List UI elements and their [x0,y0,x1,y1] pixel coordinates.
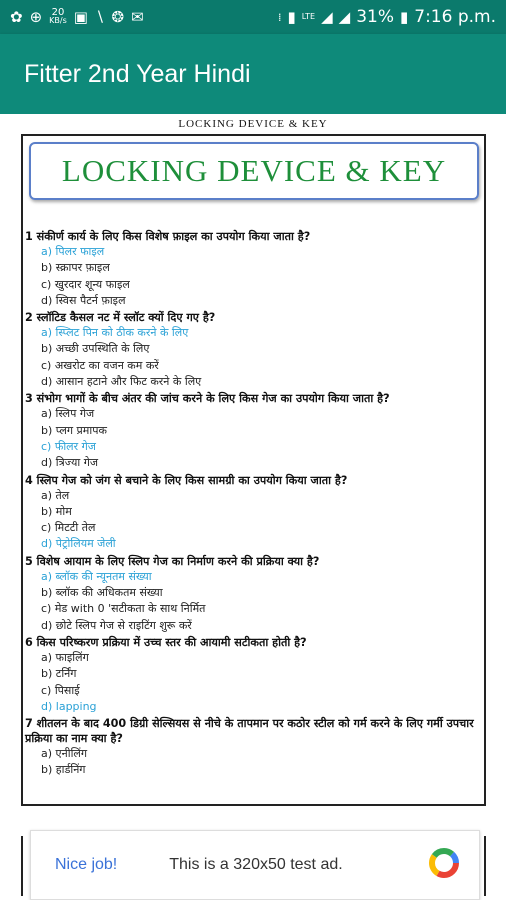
correct-option: a) पिलर फाइल [41,245,105,258]
document-header: LOCKING DEVICE & KEY [178,118,328,130]
clock: 7:16 p.m. [414,7,496,27]
title-banner [29,142,479,200]
correct-option: d) lapping [41,699,97,713]
image-icon: ▣ [73,7,88,26]
answer-option: b) अच्छी उपस्थिति के लिए [41,342,150,356]
signal-2-icon: ◢ [338,7,351,26]
page-edge-left [21,836,23,896]
app-bar [0,34,506,114]
correct-option: a) स्प्लिट पिन को ठीक करने के लिए [41,326,189,340]
app-title: Fitter 2nd Year Hindi [24,59,251,88]
banner-title: LOCKING DEVICE & KEY [61,153,447,188]
network-speed [49,9,67,25]
answer-option: c) खुरदार शून्य फाइल [41,277,130,291]
answer-option: b) ब्लॉक की अधिकतम संख्या [41,586,163,600]
correct-option: a) ब्लॉक की न्यूनतम संख्या [41,569,152,583]
document-view[interactable] [0,114,506,900]
document-page [21,134,486,806]
question-text: 5 विशेष आयाम के लिए स्लिप गेज का निर्माण करने की प्रक्रिया क्या है? [25,554,320,568]
sync-icon: ❂ [111,7,125,26]
ad-message: This is a 320x50 test ad. [169,856,343,873]
battery-icon: ▮ [399,7,409,26]
answer-option: c) मेड with 0 'सटीकता के साथ निर्मित [41,602,206,616]
google-meet-icon: ✿ [10,7,23,26]
answer-option: b) टर्निंग [41,667,77,681]
answer-option: c) पिसाई [41,683,80,697]
slash-icon: ∖ [94,7,105,26]
answer-option: b) मोम [41,504,72,518]
answer-option: a) एनीलिंग [41,747,88,761]
answer-option: d) स्विस पैटर्न फ़ाइल [41,293,126,307]
question-text: 7 शीतलन के बाद 400 डिग्री सेल्सियस से नीचे के तापमान पर कठोर स्टील को गर्म करने के लिए गर्मी उपचार प्रक्रिया का नाम क्या है? [25,717,474,746]
vibrate-icon: ⁞ [278,10,282,24]
question-text: 4 स्लिप गेज को जंग से बचाने के लिए किस सामग्री का उपयोग किया जाता है? [25,473,348,487]
sim-icon: ▮ [287,7,296,26]
answer-option: d) छोटे स्लिप गेज से राइटिंग शुरू करें [41,618,192,632]
answer-option: b) स्क्रापर फ़ाइल [41,261,110,275]
answer-option: b) हार्डनिंग [41,763,86,777]
net-speed-value: 20 [51,7,65,18]
status-bar [0,0,506,34]
question-text: 2 स्लॉटिड कैसल नट में स्लॉट क्यों दिए गए है? [25,311,216,325]
question-text: 6 किस परिष्करण प्रक्रिया में उच्च स्तर की आयामी सटीकता होती है? [25,635,307,649]
ad-logo-icon [427,846,461,884]
question-list [25,228,483,779]
correct-option: c) फीलर गेज [41,439,96,453]
answer-option: c) अखरोट का वजन कम करें [41,358,159,372]
ad-nice-job: Nice job! [55,856,118,873]
signal-icon: ◢ [321,7,333,26]
answer-option: d) आसान हटाने और फिट करने के लिए [41,375,202,389]
answer-option: d) त्रिज्या गेज [41,456,99,470]
net-speed-unit: KB/s [49,16,67,25]
message-icon: ✉ [131,7,144,26]
question-text: 1 संकीर्ण कार्य के लिए किस विशेष फ़ाइल का उपयोग किया जाता है? [25,230,311,243]
answer-option: c) मिटटी तेल [41,521,96,535]
lte-label: LTE [301,12,316,21]
answer-option: a) फाइलिंग [41,650,89,664]
correct-option: d) पेट्रोलियम जेली [41,537,116,551]
test-ad-banner[interactable] [30,830,480,900]
page-edge-right [484,836,486,896]
globe-icon: ⊕ [29,7,43,26]
battery-percent: 31% [356,7,394,27]
answer-option: b) प्लग प्रमापक [41,423,107,437]
question-text: 3 संभोग भागों के बीच अंतर की जांच करने के लिए किस गेज का उपयोग किया जाता है? [25,392,390,406]
answer-option: a) स्लिप गेज [41,407,95,421]
answer-option: a) तेल [41,488,70,502]
